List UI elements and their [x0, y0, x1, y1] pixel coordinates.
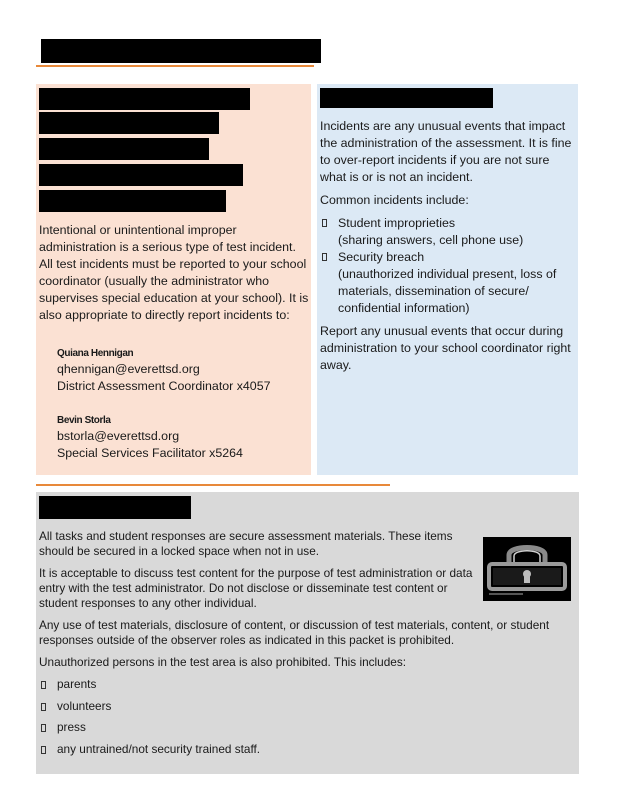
bullet-icon: [41, 724, 46, 732]
orange-divider-middle: [36, 484, 390, 486]
contact-role: Special Services Facilitator x5264: [57, 446, 243, 460]
redacted-heading-line-1: [39, 88, 250, 110]
incident-list: [320, 215, 578, 317]
bullet-icon: [41, 746, 46, 754]
security-paragraph-4: Unauthorized persons in the test area is also prohibited. This includes:: [39, 655, 407, 669]
redacted-heading: [39, 496, 191, 519]
incidents-closing: Report any unusual events that occur during administration to your school coordinator right away.: [320, 324, 571, 372]
unauthorized-list: [39, 677, 579, 763]
lock-icon: [483, 537, 571, 601]
reporting-paragraph: Intentional or unintentional improper administration is a serious type of test incident. All test incidents must be reported to your school coordinator (usually the administrator who supervises special education at your school). It is also appropriate to directly report incidents to:: [39, 223, 309, 322]
orange-divider-top: [36, 65, 314, 67]
security-paragraph-3: Any use of test materials, disclosure of content, or discussion of test materials, content, or student responses outside of the observer roles as indicated in this packet is prohibited.: [39, 618, 550, 647]
list-item: press: [39, 720, 579, 742]
contact-card: [57, 414, 243, 462]
redacted-heading-line-3: [39, 138, 209, 160]
contact-email[interactable]: qhennigan@everettsd.org: [57, 362, 200, 376]
incidents-panel: [317, 84, 578, 475]
security-paragraph-2: It is acceptable to discuss test content for the purpose of test administration or data entry with the test administrator. Do not disclose or disseminate test content or student responses to any other individual.: [39, 566, 473, 610]
contact-role: District Assessment Coordinator x4057: [57, 379, 271, 393]
contact-name: Quiana Hennigan: [57, 348, 134, 359]
redacted-heading-line-4: [39, 164, 243, 186]
incident-title: Security breach: [338, 250, 425, 264]
contact-name: Bevin Storla: [57, 415, 111, 426]
incident-detail: (sharing answers, cell phone use): [338, 233, 524, 247]
bullet-icon: [322, 253, 327, 261]
list-item: [320, 215, 578, 249]
list-item: parents: [39, 677, 579, 699]
contact-card: [57, 347, 270, 395]
bullet-icon: [41, 703, 46, 711]
contact-email[interactable]: bstorla@everettsd.org: [57, 429, 180, 443]
redacted-title: [41, 39, 321, 63]
redacted-heading: [320, 88, 493, 108]
incident-title: Student improprieties: [338, 216, 456, 230]
security-panel: [36, 492, 579, 774]
incident-detail: (unauthorized individual present, loss of materials, dissemination of secure/ confidential information): [338, 267, 557, 315]
common-incidents-label: Common incidents include:: [320, 193, 469, 207]
reporting-panel: [36, 84, 311, 475]
redacted-heading-line-2: [39, 112, 219, 134]
list-item: volunteers: [39, 699, 579, 721]
incidents-intro: Incidents are any unusual events that impact the administration of the assessment. It is fine to over-report incidents if you are not sure what is or is not an incident.: [320, 119, 572, 184]
bullet-icon: [41, 681, 46, 689]
list-item: any untrained/not security trained staff.: [39, 742, 579, 764]
list-item: [320, 249, 578, 317]
redacted-heading-line-5: [39, 190, 226, 212]
security-paragraph-1: All tasks and student responses are secure assessment materials. These items should be secured in a locked space when not in use.: [39, 529, 453, 558]
bullet-icon: [322, 219, 327, 227]
